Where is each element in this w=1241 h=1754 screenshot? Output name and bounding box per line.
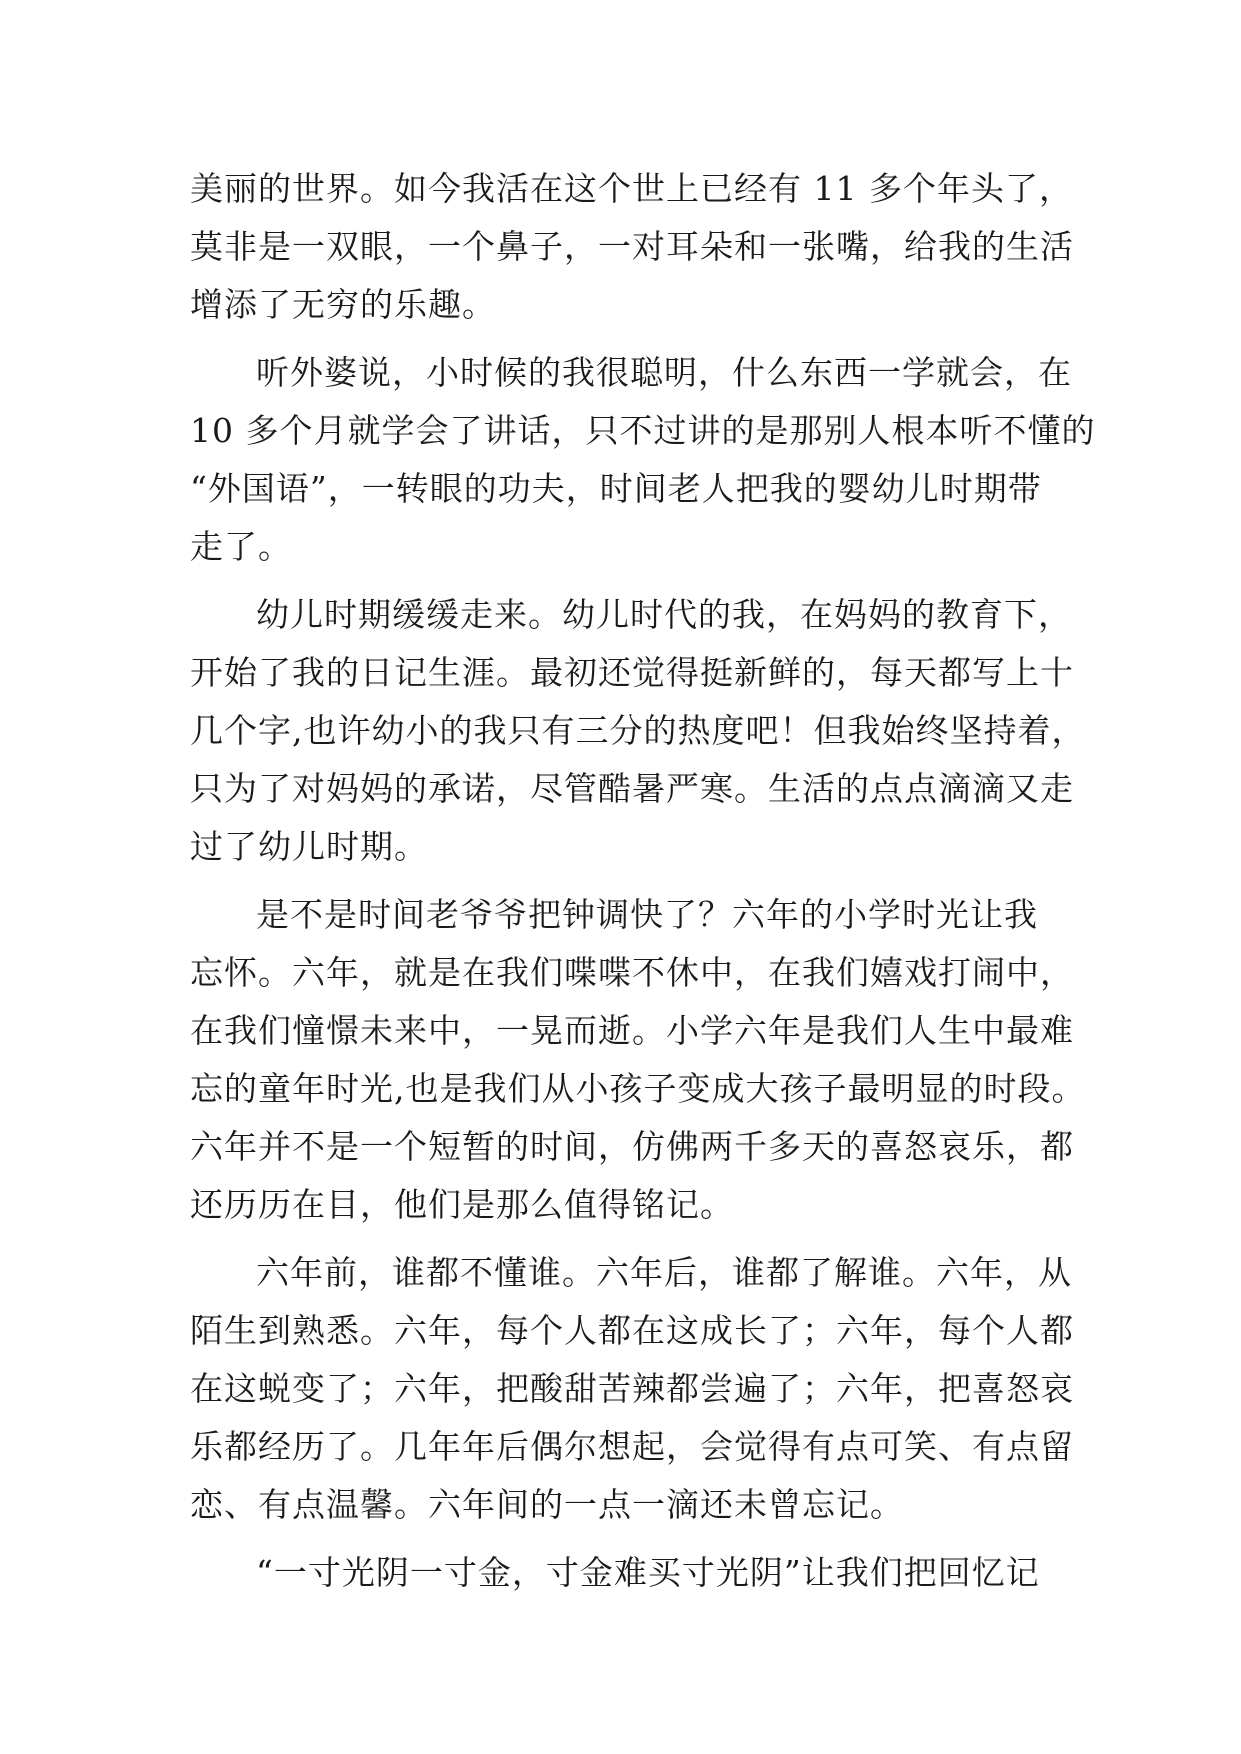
text-line: 恋、有点温馨。六年间的一点一滴还未曾忘记。 <box>190 1485 904 1524</box>
paragraph-gap <box>190 876 1070 886</box>
text-line: 在我们憧憬未来中，一晃而逝。小学六年是我们人生中最难 <box>190 1011 1074 1050</box>
paragraph-gap <box>190 334 1070 344</box>
text-line: 10 多个月就学会了讲话，只不过讲的是那别人根本听不懂的 <box>190 411 1096 450</box>
paragraph-gap <box>190 1534 1070 1544</box>
text-line: 忘的童年时光,也是我们从小孩子变成大孩子最明显的时段。 <box>190 1069 1086 1108</box>
paragraph-gap <box>190 1234 1070 1244</box>
text-line: 忘怀。六年，就是在我们喋喋不休中，在我们嬉戏打闹中， <box>190 953 1074 992</box>
text-line: 开始了我的日记生涯。最初还觉得挺新鲜的，每天都写上十 <box>190 653 1074 692</box>
text-line: 在这蜕变了；六年，把酸甜苦辣都尝遍了；六年，把喜怒哀 <box>190 1369 1074 1408</box>
text-line: “外国语”，一转眼的功夫，时间老人把我的婴幼儿时期带 <box>190 469 1042 508</box>
text-line: 只为了对妈妈的承诺，尽管酷暑严寒。生活的点点滴滴又走 <box>190 769 1074 808</box>
text-line: 六年前，谁都不懂谁。六年后，谁都了解谁。六年，从 <box>256 1253 1072 1292</box>
text-line: 美丽的世界。如今我活在这个世上已经有 11 多个年头了， <box>190 169 1073 208</box>
text-line: 是不是时间老爷爷把钟调快了？六年的小学时光让我 <box>256 895 1038 934</box>
paragraph-gap <box>190 576 1070 586</box>
text-line: “一寸光阴一寸金，寸金难买寸光阴”让我们把回忆记 <box>256 1553 1040 1592</box>
text-line: 过了幼儿时期。 <box>190 827 428 866</box>
body-text <box>190 160 1096 1602</box>
text-line: 陌生到熟悉。六年，每个人都在这成长了；六年，每个人都 <box>190 1311 1074 1350</box>
text-line: 听外婆说，小时候的我很聪明，什么东西一学就会，在 <box>256 353 1072 392</box>
text-line: 还历历在目，他们是那么值得铭记。 <box>190 1185 734 1224</box>
text-line: 乐都经历了。几年年后偶尔想起，会觉得有点可笑、有点留 <box>190 1427 1074 1466</box>
text-line: 走了。 <box>190 527 292 566</box>
text-line: 增添了无穷的乐趣。 <box>190 285 496 324</box>
text-line: 幼儿时期缓缓走来。幼儿时代的我，在妈妈的教育下， <box>256 595 1072 634</box>
text-line: 六年并不是一个短暂的时间，仿佛两千多天的喜怒哀乐，都 <box>190 1127 1074 1166</box>
text-line: 几个字,也许幼小的我只有三分的热度吧！但我始终坚持着， <box>190 711 1086 750</box>
text-line: 莫非是一双眼，一个鼻子，一对耳朵和一张嘴，给我的生活 <box>190 227 1074 266</box>
